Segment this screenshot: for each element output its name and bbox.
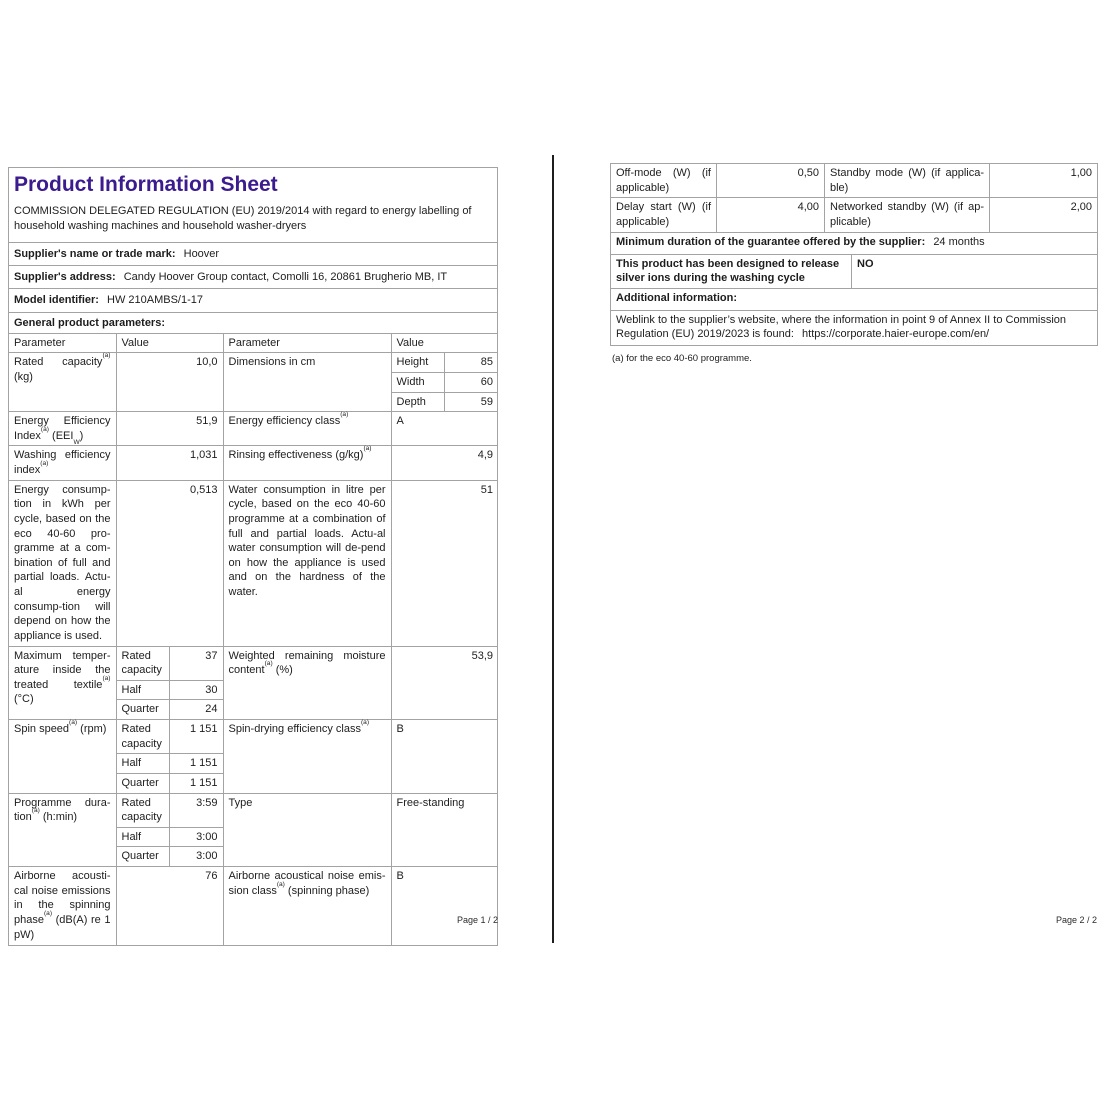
page-title: Product Information Sheet [14,173,278,196]
max-temp-rated-value: 37 [169,646,223,680]
rinsing-label: Rinsing effectiveness $(g/kg)^{(a)}$ [223,446,391,480]
general-parameters-heading: General product parameters: [9,312,497,334]
table-row [9,867,498,945]
max-temp-half-value: 30 [169,680,223,700]
eei-label: Energy Efficiency Index$^{(a)}$ $(EEI_W)$ [9,412,116,446]
duration-label: Programme dura-tion$^{(a)}$ (h:min) [9,793,116,867]
table-row [9,720,498,754]
duration-quarter-value: 3:00 [169,847,223,867]
type-value: Free-standing [391,793,498,867]
spin-half-value: 1 151 [169,754,223,774]
table-row [9,446,498,480]
noise-class-label: Airborne acoustical noise emis-sion class$^{(a)}$ (spinning phase) [223,867,391,945]
dimension-width-value: 60 [444,372,498,392]
rinsing-value: 4,9 [391,446,498,480]
table-row [9,480,498,646]
standby-label: Standby mode (W) (if applica-ble) [824,164,989,197]
footnote-eco-40-60: (a) for the eco 40-60 programme. [612,352,752,364]
table-row [9,353,498,373]
off-mode-value: 0,50 [716,164,824,197]
energy-consumption-label: Energy consump-tion in kWh per cycle, based on the eco 40-60 pro-gramme at a com-bination of full and partial loads. Actu-al energy consump-tion will depend on how the appliance is used. [9,480,116,646]
guarantee-label: Minimum duration of the guarantee offered by the supplier: [616,235,926,248]
additional-info-heading: Additional information: [616,291,737,304]
table-row [611,197,1097,231]
water-consumption-label: Water consumption in litre per cycle, based on the eco 40-60 programme at a combination of full and partial loads. Actu-al water consumption will de-pend on how the appliance is used and on the hardness of the water. [223,480,391,646]
noise-class-value: B [391,867,498,945]
guarantee-row [611,232,1097,254]
energy-consumption-value: 0,513 [116,480,223,646]
moisture-label: Weighted remaining moisture content$^{(a)}$ (%) [223,646,391,720]
duration-half-label: Half [116,827,169,847]
header-value-1: Value [116,334,223,353]
title-block [9,168,497,242]
silver-ions-value: NO [851,255,1097,288]
delay-start-label: Delay start (W) (if applicable) [616,201,711,228]
energy-class-label: Energy efficiency class$^{(a)}$ [223,412,391,446]
model-identifier-value: HW 210AMBS/1-17 [107,294,203,307]
rated-capacity-value: 10,0 [116,353,223,412]
noise-label: Airborne acousti-cal noise emissions in the spinning phase$^{(a)}$ (dB(A) re 1 pW) [9,867,116,945]
guarantee-value: 24 months [933,235,985,248]
table-header-row [9,334,498,353]
general-parameters-table [9,334,498,945]
table-row [9,646,498,680]
silver-ions-label: This product has been designed to release silver ions during the washing cycle [616,257,840,285]
spin-quarter-value: 1 151 [169,773,223,793]
spin-class-label: Spin-drying efficiency class$^{(a)}$ [223,720,391,794]
model-identifier-label: Model identifier: [14,294,99,307]
energy-class-value: A [391,412,498,446]
moisture-value: 53,9 [391,646,498,720]
supplier-name-label: Supplier's name or trade mark: [14,247,176,260]
spin-class-value: B [391,720,498,794]
networked-standby-value: 2,00 [989,198,1097,231]
spin-half-label: Half [116,754,169,774]
regulation-subtitle: COMMISSION DELEGATED REGULATION (EU) 2019/2014 with regard to energy labelling of household washing machines and household washer-dryers [14,205,472,233]
type-label: Type [223,793,391,867]
table-row [9,412,498,446]
dimension-width-label: Width [391,372,444,392]
model-identifier-row [9,288,497,311]
dimension-depth-value: 59 [444,392,498,412]
duration-rated-label: Rated capacity [116,793,169,827]
off-mode-label: Off-mode (W) (if applicable) [616,167,711,194]
noise-value: 76 [116,867,223,945]
header-value-2: Value [391,334,498,353]
weblink-row [611,310,1097,345]
supplier-name-row [9,242,497,265]
product-information-sheet [8,167,498,946]
dimension-height-label: Height [391,353,444,373]
supplier-address-label: Supplier's address: [14,271,116,284]
max-temp-rated-label: Rated capacity [116,646,169,680]
dimension-depth-label: Depth [391,392,444,412]
washing-index-value: 1,031 [116,446,223,480]
max-temperature-label: Maximum temper-ature inside the treated textile$^{(a)}$ (°C) [9,646,116,720]
weblink-label: Weblink to the supplier’s website, where the information in point 9 of Annex II to Commission Regulation (EU) 2019/2023 is found: [616,313,1067,341]
max-temp-half-label: Half [116,680,169,700]
max-temp-quarter-value: 24 [169,700,223,720]
supplier-address-row [9,265,497,288]
duration-quarter-label: Quarter [116,847,169,867]
page-1 [8,167,498,946]
supplier-address-value: Candy Hoover Group contact, Comolli 16, 20861 Brugherio MB, IT [123,271,448,284]
spin-quarter-label: Quarter [116,773,169,793]
spin-speed-label: Spin speed$^{(a)}$ (rpm) [9,720,116,794]
max-temp-quarter-label: Quarter [116,700,169,720]
water-consumption-value: 51 [391,480,498,646]
table-row [9,793,498,827]
table-row [611,164,1097,197]
supplier-name-value: Hoover [183,247,220,260]
rated-capacity-label: Rated capacity$^{(a)}$ (kg) [9,353,116,412]
page-number-1: Page 1 / 2 [456,915,498,925]
header-parameter-1: Parameter [9,334,116,353]
additional-info-heading-row [611,288,1097,310]
page-number-2: Page 2 / 2 [1055,915,1097,925]
spin-rated-value: 1 151 [169,720,223,754]
duration-half-value: 3:00 [169,827,223,847]
standby-value: 1,00 [989,164,1097,197]
duration-rated-value: 3:59 [169,793,223,827]
header-parameter-2: Parameter [223,334,391,353]
guarantee-cell [611,233,1097,254]
supplier-weblink[interactable]: https://corporate.haier-europe.com/en/ [802,328,990,341]
washing-index-label: Washing efficiency index$^{(a)}$ [9,446,116,480]
delay-start-value: 4,00 [716,198,824,231]
page-2 [610,163,1098,364]
page2-parameters-table [610,163,1098,346]
dimension-height-value: 85 [444,353,498,373]
spin-rated-label: Rated capacity [116,720,169,754]
eei-value: 51,9 [116,412,223,446]
networked-standby-label: Networked standby (W) (if ap-plicable) [824,198,989,231]
weblink-cell [611,311,1097,345]
silver-ions-row [611,254,1097,288]
dimensions-label: Dimensions in cm [223,353,391,412]
page-divider-line [552,155,554,943]
